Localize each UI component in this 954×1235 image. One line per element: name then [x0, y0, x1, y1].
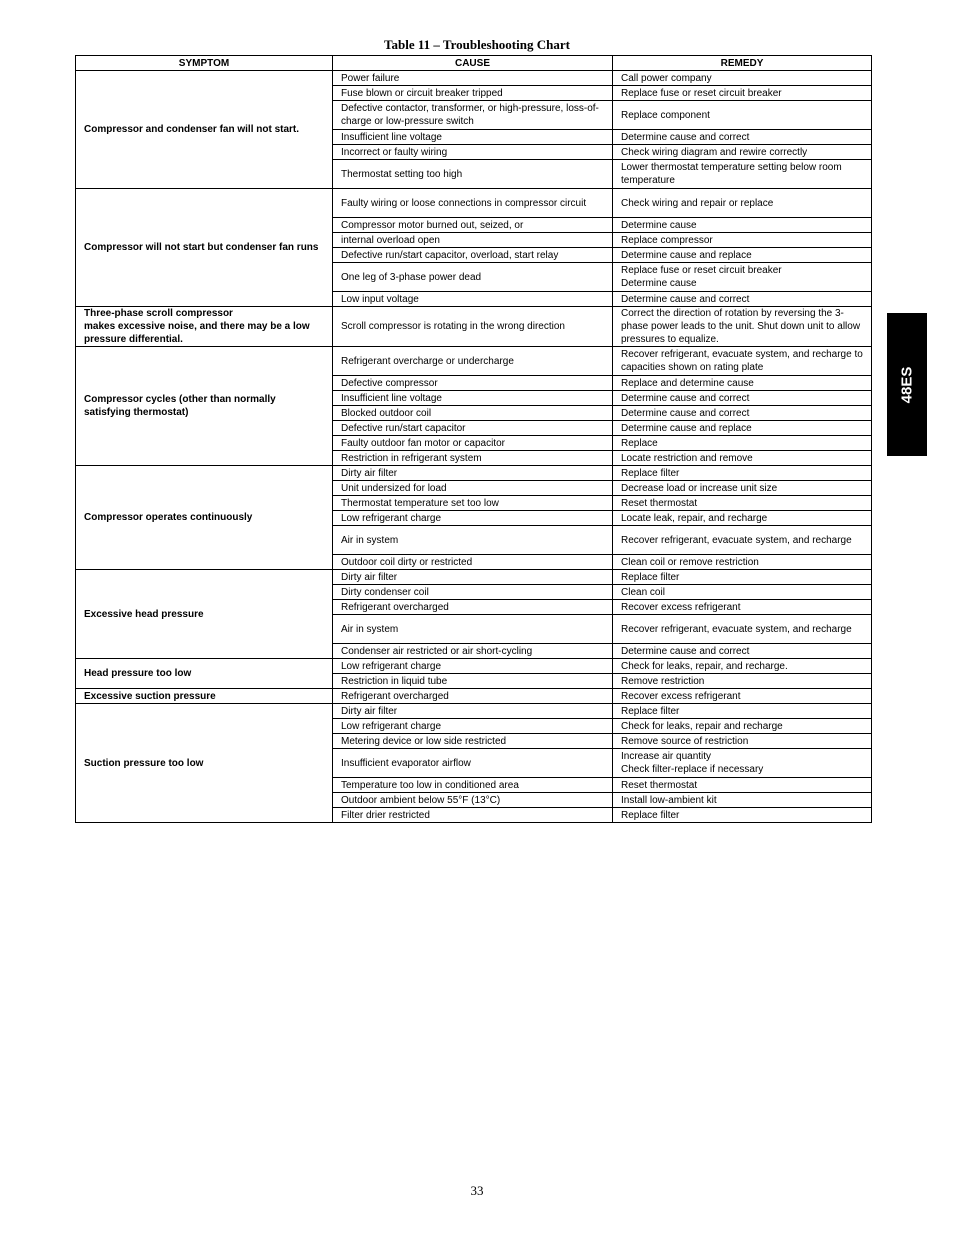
cause-cell: Temperature too low in conditioned area	[333, 778, 613, 793]
symptom-cell: Head pressure too low	[76, 659, 333, 689]
remedy-cell: Determine cause and replace	[613, 421, 872, 436]
cause-cell: Dirty condenser coil	[333, 585, 613, 600]
remedy-cell: Determine cause and correct	[613, 292, 872, 307]
remedy-cell: Check for leaks, repair and recharge	[613, 719, 872, 734]
cause-cell: Defective compressor	[333, 376, 613, 391]
remedy-cell: Determine cause and correct	[613, 130, 872, 145]
remedy-cell: Check for leaks, repair, and recharge.	[613, 659, 872, 674]
table-row	[76, 71, 872, 86]
table-row	[76, 347, 872, 376]
side-tab-label: 48ES	[898, 366, 916, 403]
table-row	[76, 570, 872, 585]
remedy-cell: Replace filter	[613, 704, 872, 719]
remedy-cell: Clean coil or remove restriction	[613, 555, 872, 570]
table-row	[76, 307, 872, 347]
remedy-cell: Determine cause and correct	[613, 644, 872, 659]
remedy-cell: Determine cause and correct	[613, 391, 872, 406]
cause-cell: Unit undersized for load	[333, 481, 613, 496]
symptom-cell: Excessive suction pressure	[76, 689, 333, 704]
remedy-cell: Determine cause and replace	[613, 248, 872, 263]
cause-cell: Incorrect or faulty wiring	[333, 145, 613, 160]
remedy-cell: Determine cause	[613, 218, 872, 233]
table-row	[76, 189, 872, 218]
cause-cell: Metering device or low side restricted	[333, 734, 613, 749]
remedy-cell: Replace	[613, 436, 872, 451]
remedy-cell: Replace filter	[613, 570, 872, 585]
cause-cell: Outdoor ambient below 55°F (13°C)	[333, 793, 613, 808]
symptom-cell: Three-phase scroll compressor makes excessive noise, and there may be a low pressure differential.	[76, 307, 333, 347]
remedy-cell: Recover refrigerant, evacuate system, and recharge	[613, 526, 872, 555]
symptom-cell: Suction pressure too low	[76, 704, 333, 823]
table-row	[76, 689, 872, 704]
cause-cell: Defective run/start capacitor, overload, start relay	[333, 248, 613, 263]
cause-cell: Thermostat temperature set too low	[333, 496, 613, 511]
cause-cell: Power failure	[333, 71, 613, 86]
remedy-cell: Recover excess refrigerant	[613, 600, 872, 615]
remedy-cell: Replace filter	[613, 808, 872, 823]
cause-cell: Air in system	[333, 526, 613, 555]
remedy-cell: Replace filter	[613, 466, 872, 481]
cause-cell: Outdoor coil dirty or restricted	[333, 555, 613, 570]
remedy-cell: Recover refrigerant, evacuate system, and recharge	[613, 615, 872, 644]
cause-cell: Blocked outdoor coil	[333, 406, 613, 421]
header-remedy: REMEDY	[613, 56, 872, 71]
cause-cell: Refrigerant overcharge or undercharge	[333, 347, 613, 376]
cause-cell: Air in system	[333, 615, 613, 644]
cause-cell: Low refrigerant charge	[333, 511, 613, 526]
remedy-cell: Reset thermostat	[613, 496, 872, 511]
section-side-tab	[887, 313, 927, 456]
cause-cell: Low refrigerant charge	[333, 659, 613, 674]
remedy-cell: Call power company	[613, 71, 872, 86]
remedy-cell: Remove source of restriction	[613, 734, 872, 749]
remedy-cell: Check wiring and repair or replace	[613, 189, 872, 218]
symptom-cell: Compressor will not start but condenser fan runs	[76, 189, 333, 307]
cause-cell: Low input voltage	[333, 292, 613, 307]
cause-cell: Condenser air restricted or air short-cycling	[333, 644, 613, 659]
cause-cell: Restriction in liquid tube	[333, 674, 613, 689]
cause-cell: Dirty air filter	[333, 704, 613, 719]
remedy-cell: Lower thermostat temperature setting below room temperature	[613, 160, 872, 189]
remedy-cell: Locate leak, repair, and recharge	[613, 511, 872, 526]
cause-cell: Dirty air filter	[333, 570, 613, 585]
symptom-cell: Compressor cycles (other than normally satisfying thermostat)	[76, 347, 333, 466]
remedy-cell: Replace and determine cause	[613, 376, 872, 391]
remedy-cell: Replace fuse or reset circuit breaker Determine cause	[613, 263, 872, 292]
table-header-row	[76, 56, 872, 71]
table-row	[76, 466, 872, 481]
cause-cell: Defective run/start capacitor	[333, 421, 613, 436]
remedy-cell: Locate restriction and remove	[613, 451, 872, 466]
remedy-cell: Determine cause and correct	[613, 406, 872, 421]
cause-cell: Faulty wiring or loose connections in compressor circuit	[333, 189, 613, 218]
page-number: 33	[470, 1183, 484, 1198]
symptom-cell: Excessive head pressure	[76, 570, 333, 659]
cause-cell: Compressor motor burned out, seized, or	[333, 218, 613, 233]
remedy-cell: Replace compressor	[613, 233, 872, 248]
cause-cell: Insufficient evaporator airflow	[333, 749, 613, 778]
cause-cell: Low refrigerant charge	[333, 719, 613, 734]
cause-cell: Dirty air filter	[333, 466, 613, 481]
remedy-cell: Recover refrigerant, evacuate system, and recharge to capacities shown on rating plate	[613, 347, 872, 376]
remedy-cell: Increase air quantity Check filter-replace if necessary	[613, 749, 872, 778]
cause-cell: Defective contactor, transformer, or high-pressure, loss-of-charge or low-pressure switch	[333, 101, 613, 130]
remedy-cell: Check wiring diagram and rewire correctly	[613, 145, 872, 160]
remedy-cell: Install low-ambient kit	[613, 793, 872, 808]
symptom-cell: Compressor and condenser fan will not start.	[76, 71, 333, 189]
cause-cell: Fuse blown or circuit breaker tripped	[333, 86, 613, 101]
table-row	[76, 704, 872, 719]
cause-cell: Scroll compressor is rotating in the wrong direction	[333, 307, 613, 347]
cause-cell: Refrigerant overcharged	[333, 689, 613, 704]
remedy-cell: Recover excess refrigerant	[613, 689, 872, 704]
symptom-cell: Compressor operates continuously	[76, 466, 333, 570]
cause-cell: One leg of 3-phase power dead	[333, 263, 613, 292]
header-cause: CAUSE	[333, 56, 613, 71]
remedy-cell: Clean coil	[613, 585, 872, 600]
cause-cell: Faulty outdoor fan motor or capacitor	[333, 436, 613, 451]
remedy-cell: Correct the direction of rotation by reversing the 3-phase power leads to the unit. Shut down unit to allow pressures to equalize.	[613, 307, 872, 347]
troubleshooting-table	[75, 55, 872, 823]
header-symptom: SYMPTOM	[76, 56, 333, 71]
table-title: Table 11 – Troubleshooting Chart	[384, 37, 570, 52]
cause-cell: Insufficient line voltage	[333, 391, 613, 406]
remedy-cell: Reset thermostat	[613, 778, 872, 793]
cause-cell: Filter drier restricted	[333, 808, 613, 823]
cause-cell: Refrigerant overcharged	[333, 600, 613, 615]
remedy-cell: Remove restriction	[613, 674, 872, 689]
cause-cell: internal overload open	[333, 233, 613, 248]
cause-cell: Thermostat setting too high	[333, 160, 613, 189]
remedy-cell: Replace fuse or reset circuit breaker	[613, 86, 872, 101]
table-row	[76, 659, 872, 674]
remedy-cell: Replace component	[613, 101, 872, 130]
remedy-cell: Decrease load or increase unit size	[613, 481, 872, 496]
cause-cell: Restriction in refrigerant system	[333, 451, 613, 466]
cause-cell: Insufficient line voltage	[333, 130, 613, 145]
